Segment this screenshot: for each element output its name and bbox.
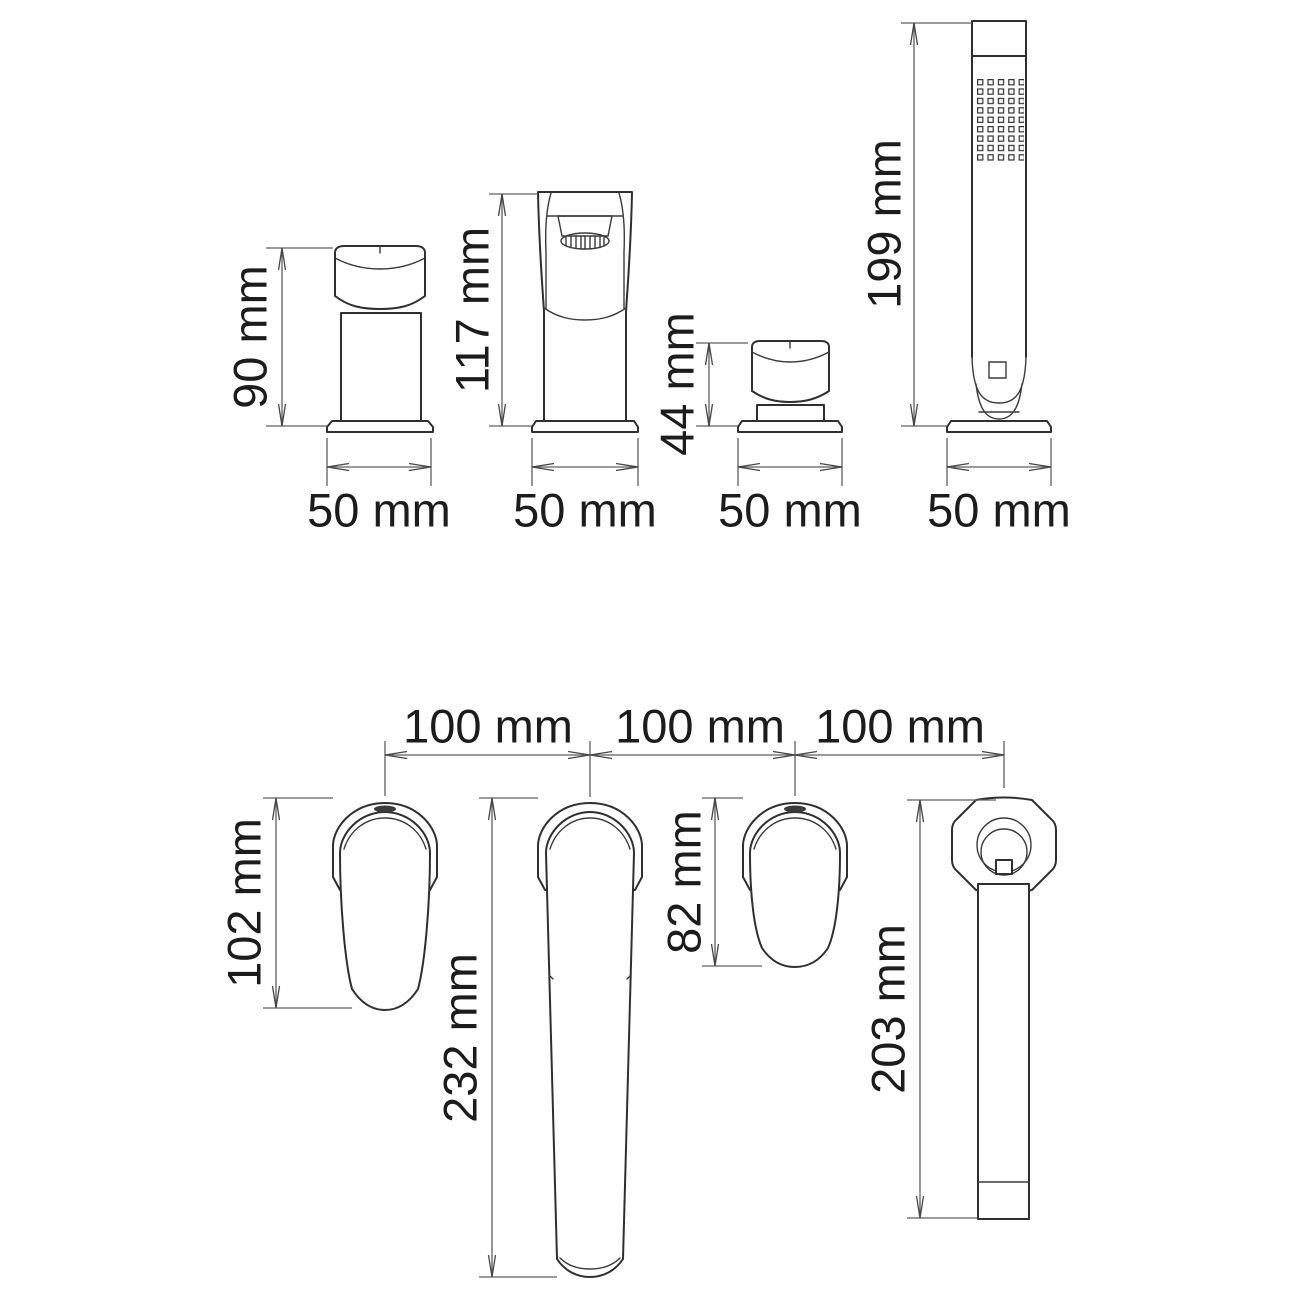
- hand-shower-spray-grid: [977, 79, 1024, 163]
- length-label-4: 203 mm: [861, 924, 915, 1094]
- length-label-2: 232 mm: [433, 953, 487, 1123]
- front-view: [224, 21, 1071, 537]
- length-label-3: 82 mm: [657, 810, 711, 954]
- width-label-3: 50 mm: [718, 483, 862, 537]
- hand-shower-pin-top: [996, 860, 1012, 874]
- spout-top-body: [546, 812, 634, 1277]
- top-spout: [538, 803, 642, 1277]
- front-spout: [532, 192, 638, 432]
- left-handle-notch: [374, 806, 396, 813]
- width-label-1: 50 mm: [307, 483, 451, 537]
- hand-shower-holder-cup: [972, 357, 1026, 419]
- front-left-valve: [327, 246, 433, 432]
- hand-shower-holder-pin: [989, 362, 1006, 378]
- valve-body: [341, 313, 421, 421]
- spacing-label-2: 100 mm: [615, 699, 785, 753]
- top-hand-shower: [952, 798, 1056, 1220]
- spacing-label-1: 100 mm: [403, 699, 573, 753]
- height-label-1: 90 mm: [223, 265, 277, 409]
- length-label-1: 102 mm: [217, 818, 271, 988]
- spout-inner-lines: [546, 193, 625, 309]
- spacing-label-3: 100 mm: [815, 699, 985, 753]
- front-hand-shower: [947, 21, 1051, 432]
- width-label-2: 50 mm: [513, 483, 657, 537]
- top-view: [218, 700, 1057, 1278]
- hand-shower-wand-top-view: [978, 884, 1029, 1219]
- small-valve-base-plate: [738, 421, 842, 432]
- top-left-handle: [333, 803, 437, 1010]
- right-handle-body: [750, 812, 840, 967]
- valve-knob: [335, 246, 425, 309]
- hand-shower-wand: [972, 21, 1026, 357]
- height-label-4: 199 mm: [857, 139, 911, 309]
- hand-shower-escutcheon-octagon: [952, 798, 1056, 893]
- front-right-valve: [738, 341, 842, 432]
- height-label-3: 44 mm: [650, 312, 704, 456]
- spout-outline: [538, 192, 632, 421]
- spout-joint-line: [544, 308, 626, 320]
- top-right-handle: [743, 803, 847, 967]
- right-handle-notch: [784, 806, 806, 813]
- small-valve-knob: [752, 341, 829, 402]
- front-width-arrowheads: [327, 464, 1051, 471]
- left-handle-body: [340, 812, 430, 1010]
- width-label-4: 50 mm: [927, 483, 1071, 537]
- height-label-2: 117 mm: [445, 226, 499, 394]
- spout-base-plate: [532, 421, 638, 432]
- front-height-dimensions: [224, 23, 973, 456]
- top-spacing-dimensions: [385, 700, 1004, 798]
- valve-base-plate: [327, 421, 433, 432]
- hand-shower-base-plate: [947, 421, 1051, 432]
- small-valve-body: [757, 405, 824, 421]
